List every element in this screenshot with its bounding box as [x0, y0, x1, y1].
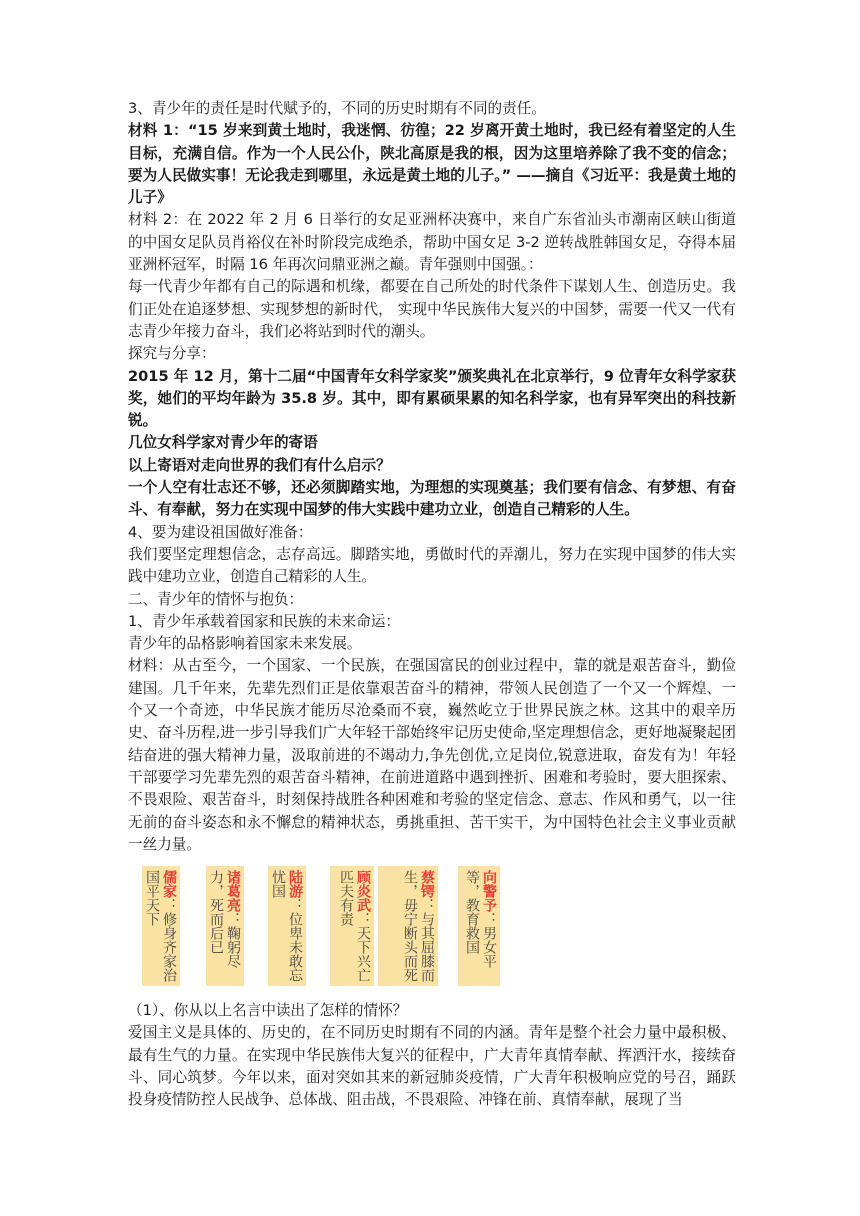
quote-card: [458, 866, 500, 986]
quote-card: [330, 866, 374, 986]
paragraph: 青少年的品格影响着国家未来发展。: [128, 635, 362, 653]
paragraph: 一个人空有壮志还不够，还必须脚踏实地，为理想的实现奠基；我们要有信念、有梦想、有奋斗、有奉献，努力在实现中国梦的伟大实践中建功立业，创造自己精彩的人生。: [128, 479, 736, 519]
quote-text: ：位卑未敢忘忧国: [270, 870, 303, 983]
paragraph: 3、青少年的责任是时代赋予的，不同的历史时期有不同的责任。: [128, 100, 546, 117]
paragraph: 每一代青少年都有自己的际遇和机缘，都要在自己所处的时代条件下谋划人生、创造历史。我们正处在追逐梦想、实现梦想的新时代， 实现中华民族伟大复兴的中国梦，需要一代又一代有志青少年接力奋斗，我们必将站到时代的潮头。: [128, 278, 736, 340]
quote-card: [142, 866, 180, 986]
quote-author: 顾炎武: [355, 870, 371, 913]
paragraph: 1、青少年承载着国家和民族的未来命运：: [128, 612, 400, 630]
paragraph: （1）、你从以上名言中读出了怎样的情怀？: [128, 1002, 408, 1020]
quote-card: [378, 866, 438, 986]
paragraph: 二、青少年的情怀与抱负：: [128, 590, 304, 608]
paragraph: 4、要为建设祖国做好准备：: [128, 523, 313, 541]
quote-text: ：与其屈膝而生，毋宁断头而死: [402, 870, 435, 983]
paragraph: 2015 年 12 月，第十二届“中国青年女科学家奖”颁奖典礼在北京举行，9 位青年女科学家获奖，她们的平均年龄为 35.8 岁。其中，即有累硕果累的知名科学家，也有异军突出的科技新锐。: [128, 367, 736, 430]
quote-text: ：修身齐家治国平天下: [144, 870, 177, 983]
paragraph: 探究与分享：: [128, 345, 216, 363]
quote-author: 蔡锷: [419, 870, 435, 899]
paragraph: 以上寄语对走向世界的我们有什么启示？: [128, 456, 391, 474]
paragraphs-before: [128, 98, 736, 856]
paragraph: 材料：从古至今，一个国家、一个民族，在强国富民的创业过程中，靠的就是艰苦奋斗，勤俭建国。几千年来，先辈先烈们正是依靠艰苦奋斗的精神，带领人民创造了一个又一个辉煌、一个又一个奇迹，中华民族才能历尽沧桑而不衰，巍然屹立于世界民族之林。这其中的艰辛历史、奋斗历程,进一步引导我们广大年轻干部始终牢记历史使命,坚定理想信念，更好地凝聚起团结奋进的强大精神力量，汲取前进的不竭动力,争先创优,立足岗位,锐意进取，奋发有为！年轻干部要学习先辈先烈的艰苦奋斗精神，在前进道路中遇到挫折、困难和考验时，要大胆探索、不畏艰险、艰苦奋斗，时刻保持战胜各种困难和考验的坚定信念、意志、作风和勇气，以一往无前的奋斗姿态和永不懈怠的精神状态，勇挑重担、苦干实干，为中国特色社会主义事业贡献一丝力量。: [128, 657, 736, 853]
quote-card: [206, 866, 244, 986]
paragraph: 材料 2：在 2022 年 2 月 6 日举行的女足亚洲杯决赛中，来自广东省汕头市潮南区峡山街道的中国女足队员肖裕仪在补时阶段完成绝杀，帮助中国女足 3-2 逆转战胜韩国女足，夺得本届亚洲杯冠军，时隔 16 年再次问鼎亚洲之巅。青年强则中国强。：: [128, 211, 736, 274]
quote-author: 诸葛亮: [225, 870, 241, 913]
quote-author: 儒家: [161, 870, 177, 899]
quote-text: ：鞠躬尽力，死而后已: [208, 870, 241, 969]
paragraph: 爱国主义是具体的、历史的，在不同历史时期有不同的内涵。青年是整个社会力量中最积极、最有生气的力量。在实现中华民族伟大复兴的征程中，广大青年真情奉献、挥洒汗水，接续奋斗、同心筑梦。今年以来，面对突如其来的新冠肺炎疫情，广大青年积极响应党的号召，踊跃投身疫情防控人民战争、总体战、阻击战，不畏艰险、冲锋在前、真情奉献，展现了当: [128, 1024, 736, 1109]
paragraph: 几位女科学家对青少年的寄语: [128, 434, 318, 452]
paragraph: 我们要坚定理想信念，志存高远。脚踏实地，勇做时代的弄潮儿，努力在实现中国梦的伟大实践中建功立业，创造自己精彩的人生。: [128, 545, 736, 586]
quote-card: [268, 866, 306, 986]
quote-author: 向警予: [481, 870, 497, 913]
quote-cards: [128, 866, 736, 992]
quote-text: ：天下兴亡 匹夫有责: [338, 870, 371, 983]
document-body: [128, 98, 736, 1112]
quote-text: ：男女平等，教育救国: [464, 870, 497, 969]
paragraph: 材料 1：“15 岁来到黄土地时，我迷惘、彷徨；22 岁离开黄土地时，我已经有着坚定的人生目标，充满自信。作为一个人民公仆，陕北高原是我的根，因为这里培养除了我不变的信念；要为人民做实事！无论我走到哪里，永远是黄土地的儿子。” ——摘自《习近平：我是黄土地的儿子》: [128, 122, 736, 207]
quote-author: 陆游: [287, 870, 303, 899]
paragraphs-after: [128, 1000, 736, 1111]
